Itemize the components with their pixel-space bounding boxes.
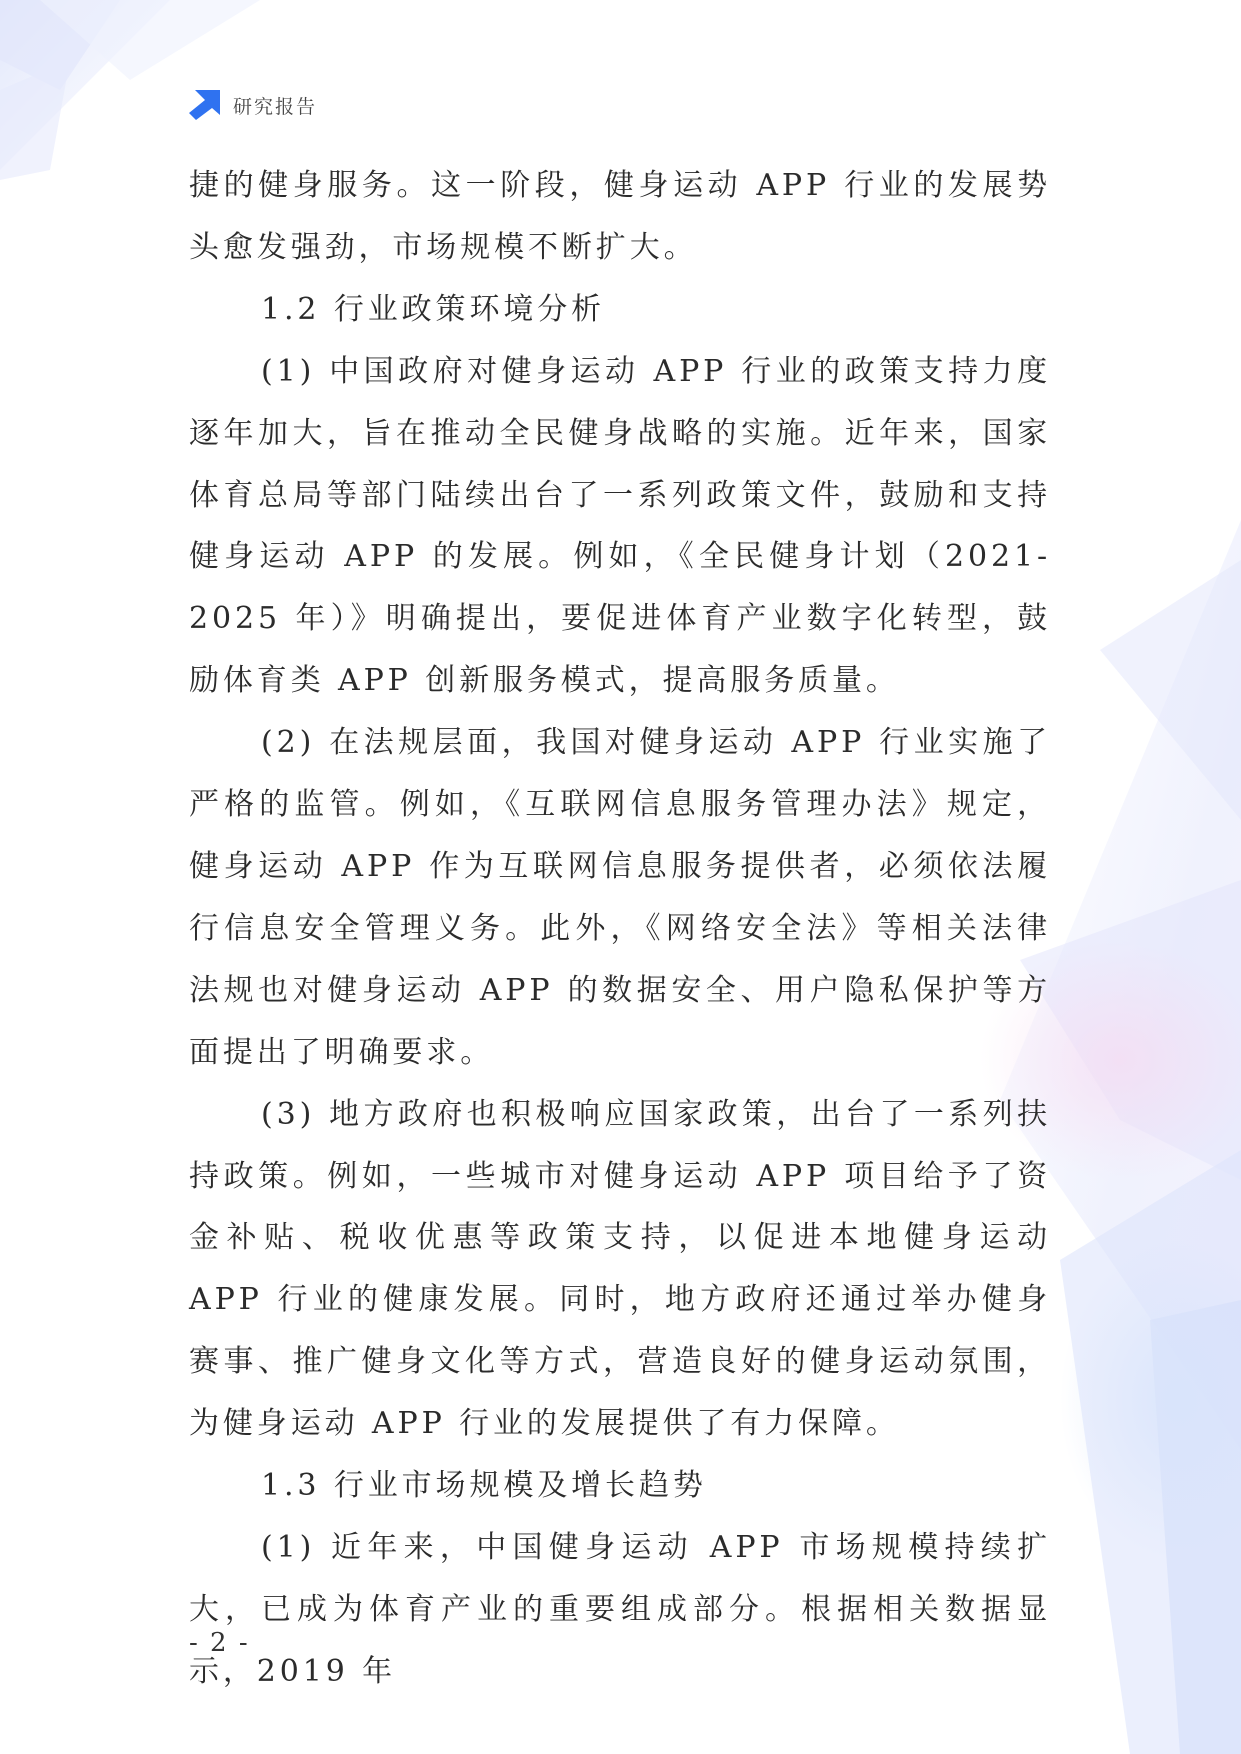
document-body xyxy=(189,155,1051,1703)
paragraph-policy-3: (3) 地方政府也积极响应国家政策，出台了一系列扶持政策。例如，一些城市对健身运动 APP 项目给予了资金补贴、税收优惠等政策支持，以促进本地健身运动 APP 行业的健康发展。同时，地方政府还通过举办健身赛事、推广健身文化等方式，营造良好的健身运动氛围，为健身运动 APP 行业的发展提供了有力保障。 xyxy=(189,1096,1051,1442)
section-heading-1-3: 1.3 行业市场规模及增长趋势 xyxy=(261,1468,707,1504)
paragraph-policy-1: (1) 中国政府对健身运动 APP 行业的政策支持力度逐年加大，旨在推动全民健身战略的实施。近年来，国家体育总局等部门陆续出台了一系列政策文件，鼓励和支持健身运动 APP 的发展。例如，《全民健身计划（2021-2025 年）》明确提出，要促进体育产业数字化转型，鼓励体育类 APP 创新服务模式，提高服务质量。 xyxy=(189,353,1051,699)
report-header xyxy=(187,89,317,121)
arrow-up-right-icon xyxy=(187,89,221,121)
page-number: - 2 - xyxy=(189,1628,250,1658)
section-heading-1-2: 1.2 行业政策环境分析 xyxy=(261,291,606,327)
header-label: 研究报告 xyxy=(233,95,318,118)
paragraph-market-1: (1) 近年来，中国健身运动 APP 市场规模持续扩大，已成为体育产业的重要组成部分。根据相关数据显示，2019 年 xyxy=(189,1529,1051,1689)
paragraph-continuation: 捷的健身服务。这一阶段，健身运动 APP 行业的发展势头愈发强劲，市场规模不断扩大。 xyxy=(189,168,1051,265)
paragraph-policy-2: (2) 在法规层面，我国对健身运动 APP 行业实施了严格的监管。例如，《互联网信息服务管理办法》规定，健身运动 APP 作为互联网信息服务提供者，必须依法履行信息安全管理义务。此外，《网络安全法》等相关法律法规也对健身运动 APP 的数据安全、用户隐私保护等方面提出了明确要求。 xyxy=(189,725,1051,1070)
